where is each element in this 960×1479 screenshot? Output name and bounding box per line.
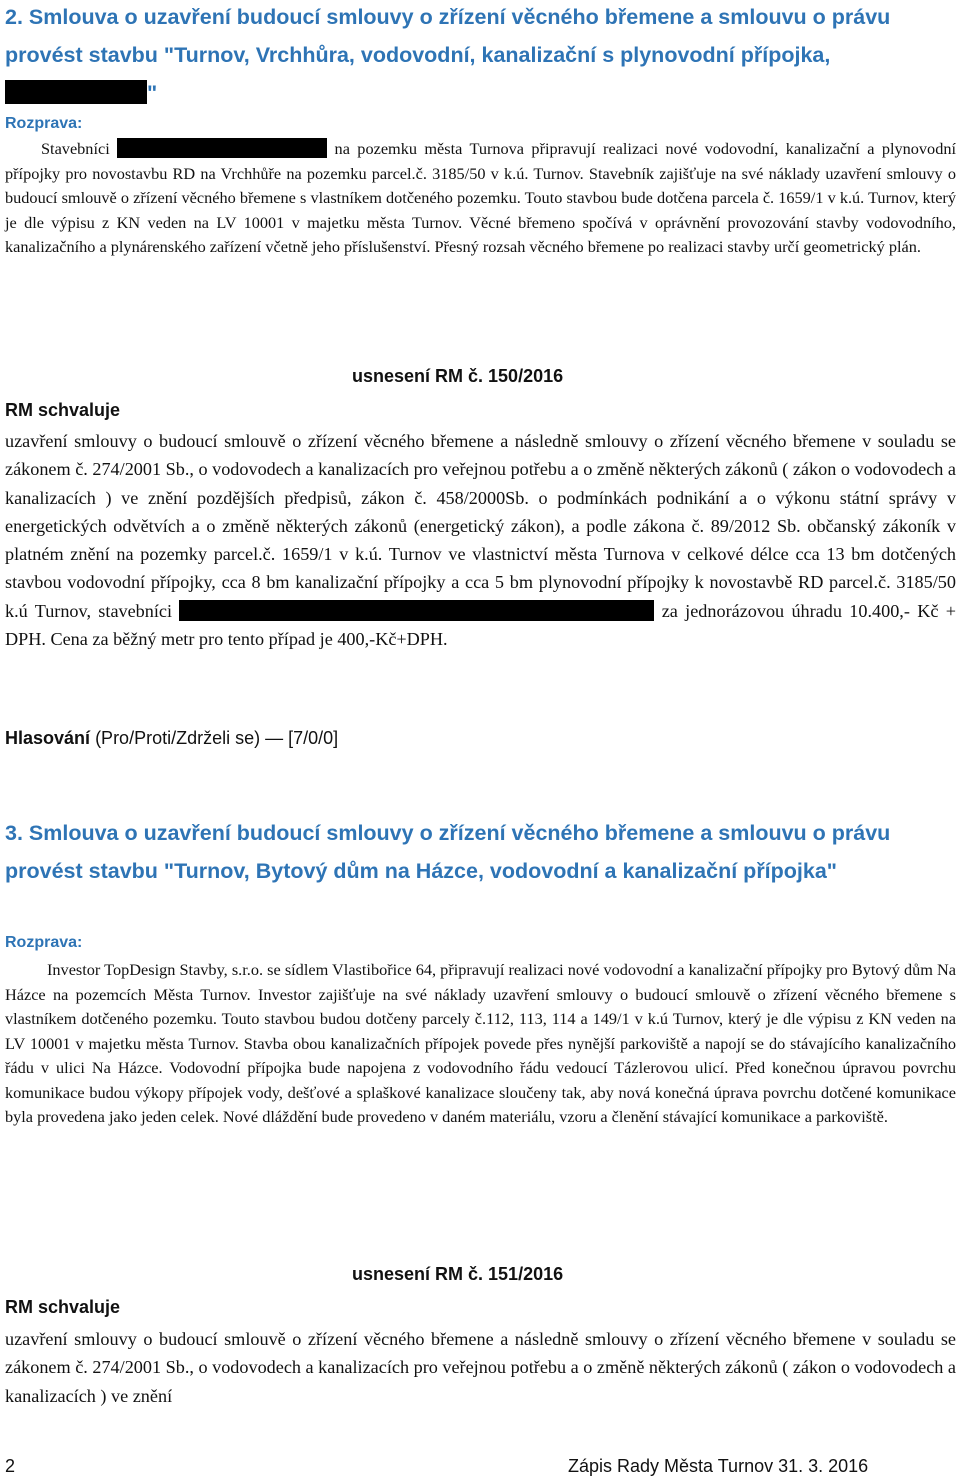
resolution-151-title: usnesení RM č. 151/2016 — [352, 1264, 564, 1284]
section-3-debate-label: Rozprava: — [5, 934, 83, 951]
section-2-debate-label: Rozprava: — [5, 115, 83, 132]
debate-lead: Stavebníci — [41, 139, 110, 158]
redacted-block — [117, 138, 327, 158]
section-3-approves-label: RM schvaluje — [5, 1297, 121, 1317]
section-2-approves-label: RM schvaluje — [5, 400, 121, 420]
section-2-resolution-text — [5, 427, 956, 653]
redacted-block — [5, 80, 147, 104]
footer-document-title: Zápis Rady Města Turnov 31. 3. 2016 — [568, 1456, 869, 1476]
resolution-body: uzavření smlouvy o budoucí smlouvě o zřízení věcného břemene a následně smlouvy o zřízení věcného břemene v souladu se zákonem č. 274/2001 Sb., o vodovodech a kanalizacích pro veřejnou potřebu a o změně některých zákonů ( zákon o vodovodech a kanalizacích ) ve znění pozdějších předpisů, zákon č. 458/2000Sb. o podmínkách podnikání a o výkonu státní správy v energetických odvětvích a o změně některých zákonů (energetický zákon), a podle zákona č. 89/2012 Sb. občanský zákoník v platném znění na pozemky parcel.č. 1659/1 v k.ú. Turnov ve vlastnictví města Turnova v celkové délce cca 13 bm dotčených stavbou vodovodní přípojky, cca 8 bm kanalizační přípojky a cca 5 bm plynovodní přípojky k novostavbě RD parcel.č. 3185/50 k.ú Turnov, stavebníci — [5, 431, 956, 621]
section-2-title — [5, 0, 895, 112]
section-3-debate-text — [5, 958, 956, 1130]
vote-label: Hlasování — [5, 728, 91, 748]
section-2-vote — [5, 728, 338, 749]
debate-body: na pozemku města Turnova připravují realizaci nové vodovodní, kanalizační a plynovodní přípojky pro novostavbu RD na Vrchhůře na pozemku parcel.č. 3185/50 v k.ú. Turnov. Stavebník zajišťuje na své náklady uzavření smlouvy o budoucí smlouvě o zřízení věcného břemene s vlastníkem dotčeného pozemku. Touto stavbou bude dotčena parcela č. 1659/1 v k.ú. Turnov, který je dle výpisu z KN veden na LV 10001 v majetku města Turnov. Věcné břemeno spočívá v oprávnění provozování stavby vodovodního, kanalizačního a plynárenského zařízení včetně jeho příslušenství. Přesný rozsah věcného břemene po realizaci stavby určí geometrický plán. — [5, 139, 957, 256]
section-3-title: 3. Smlouva o uzavření budoucí smlouvy o zřízení věcného břemene a smlouvu o právu provést stavbu "Turnov, Bytový dům na Házce, vodovodní a kanalizační přípojka" — [5, 821, 891, 883]
vote-result: (Pro/Proti/Zdrželi se) — [7/0/0] — [95, 728, 339, 748]
resolution-end: za jednorázovou úhradu 10.400,- Kč + DPH. Cena za běžný metr pro tento případ je 400,-Kč+DPH. — [5, 600, 957, 650]
section-2-debate-text — [5, 137, 956, 260]
resolution-150-title: usnesení RM č. 150/2016 — [352, 366, 564, 386]
section-3-resolution-text: uzavření smlouvy o budoucí smlouvě o zřízení věcného břemene a následně smlouvy o zřízení věcného břemene v souladu se zákonem č. 274/2001 Sb., o vodovodech a kanalizacích pro veřejnou potřebu a o změně některých zákonů ( zákon o vodovodech a kanalizacích ) ve znění — [5, 1329, 956, 1406]
section-2-title-text: 2. Smlouva o uzavření budoucí smlouvy o zřízení věcného břemene a smlouvu o právu provést stavbu "Turnov, Vrchhůra, vodovodní, kanalizační s plynovodní přípojka, — [5, 5, 891, 67]
section-2-title-end: " — [147, 81, 158, 105]
redacted-block — [179, 600, 654, 621]
debate-body: Investor TopDesign Stavby, s.r.o. se sídlem Vlastibořice 64, připravují realizaci nové vodovodní a kanalizační přípojky pro Bytový dům Na Házce na pozemcích Města Turnov. Investor zajišťuje na své náklady uzavření smlouvy o budoucí smlouvě o zřízení věcného břemene s vlastníkem dotčeného pozemku. Touto stavbou budou dotčeny parcely č.112, 113, 114 a 149/1 v k.ú Turnov, který je dle výpisu z KN veden na LV 10001 v majetku města Turnov. Stavba obou kanalizačních přípojek povede přes nynější parkoviště a napojí se do stávajícího kanalizačního řádu v ulici Na Házce. Vodovodní přípojka bude napojena z vodovodního řádu vedoucí Tázlerovou ulicí. Před konečnou úpravou povrchu komunikace budou výkopy přípojek vody, dešťové a splaškové kanalizace sloučeny tak, aby nová konečná úprava povrchu dotčené komunikace byla provedena jako jeden celek. Nové dláždění bude provedeno v daném materiálu, vzoru a členění stávající komunikace a parkoviště. — [5, 960, 956, 1126]
page-number: 2 — [5, 1456, 16, 1476]
